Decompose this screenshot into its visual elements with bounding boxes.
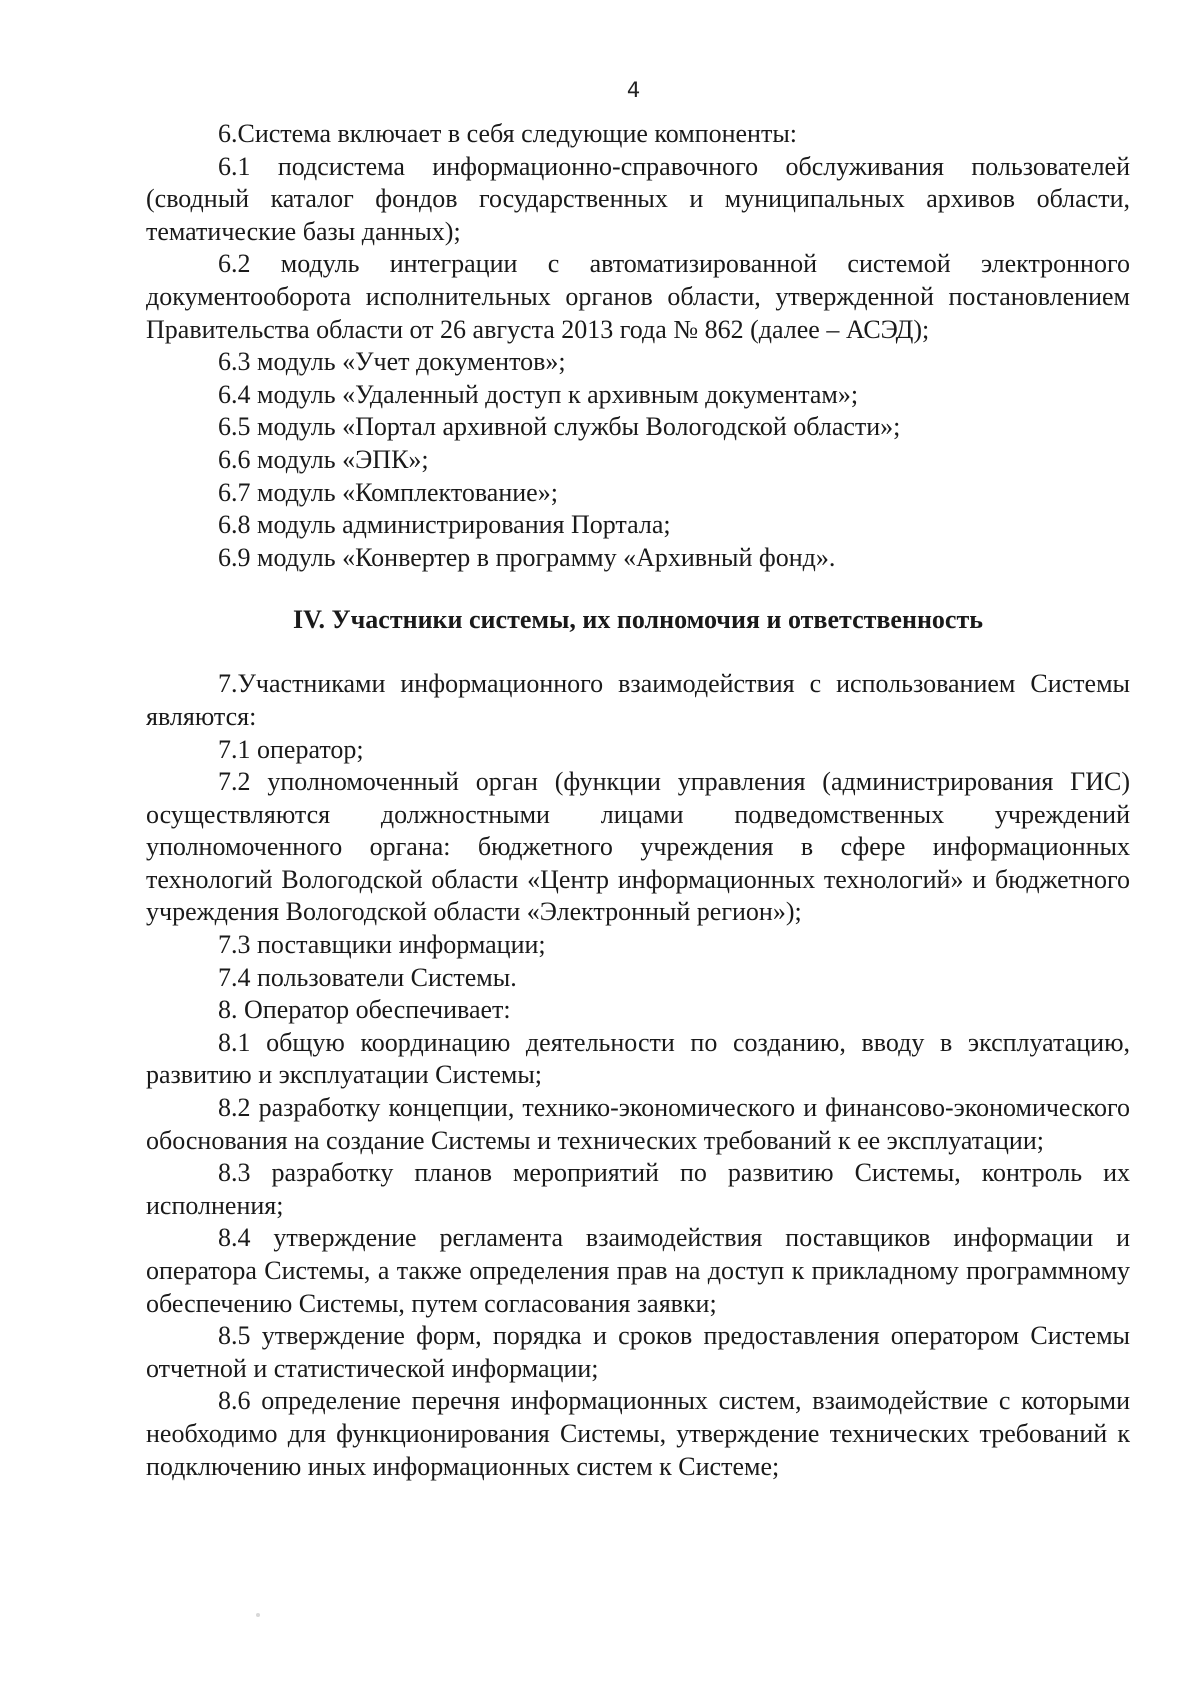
section-6-intro: 6.Система включает в себя следующие компоненты: — [218, 119, 798, 148]
page-number: 4 — [626, 78, 641, 102]
item-8-4: 8.4 утверждение регламента взаимодействия поставщиков информации и оператора Системы, а также определения прав на доступ к прикладному программному обеспечению Системы, путем согласования заявки; — [146, 1223, 1130, 1318]
item-6-8: 6.8 модуль администрирования Портала; — [218, 510, 671, 540]
item-6-4: 6.4 модуль «Удаленный доступ к архивным документам»; — [218, 379, 859, 409]
item-7-2: 7.2 уполномоченный орган (функции управления (администрирования ГИС) осуществляются должностными лицами подведомственных учреждений уполномоченного органа: бюджетного учреждения в сфере информационных технологий Вологодской области «Центр информационных технологий» и бюджетного учреждения Вологодской области «Электронный регион»); — [146, 767, 1130, 927]
section-8-intro: 8. Оператор обеспечивает: — [218, 995, 511, 1025]
item-7-3: 7.3 поставщики информации; — [218, 930, 546, 960]
item-6-2: 6.2 модуль интеграции с автоматизированной системой электронного документооборота исполнительных органов области, утвержденной постановлением Правительства области от 26 августа 2013 года № 862 (далее – АСЭД); — [146, 249, 1130, 344]
section-heading: IV. Участники системы, их полномочия и ответственность — [293, 605, 983, 635]
scan-speck — [256, 1613, 260, 1617]
item-6-6: 6.6 модуль «ЭПК»; — [218, 444, 429, 474]
item-6-1: 6.1 подсистема информационно-справочного обслуживания пользователей (сводный каталог фондов государственных и муниципальных архивов области, тематические базы данных); — [146, 151, 1130, 246]
document-body — [146, 118, 1130, 1483]
item-8-3: 8.3 разработку планов мероприятий по развитию Системы, контроль их исполнения; — [146, 1158, 1130, 1220]
item-6-5: 6.5 модуль «Портал архивной службы Вологодской области»; — [218, 412, 901, 442]
section-7-intro: 7.Участниками информационного взаимодействия с использованием Системы являются: — [146, 669, 1130, 731]
item-6-7: 6.7 модуль «Комплектование»; — [218, 477, 558, 507]
item-7-1: 7.1 оператор; — [218, 734, 364, 764]
item-6-9: 6.9 модуль «Конвертер в программу «Архивный фонд». — [218, 542, 836, 572]
item-6-3: 6.3 модуль «Учет документов»; — [218, 347, 566, 377]
item-8-6: 8.6 определение перечня информационных систем, взаимодействие с которыми необходимо для функционирования Системы, утверждение технических требований к подключению иных информационных систем к Системе; — [146, 1386, 1130, 1481]
item-7-4: 7.4 пользователи Системы. — [218, 962, 517, 992]
item-8-1: 8.1 общую координацию деятельности по созданию, вводу в эксплуатацию, развитию и эксплуатации Системы; — [146, 1027, 1130, 1090]
item-8-2: 8.2 разработку концепции, технико-экономического и финансово-экономического обоснования на создание Системы и технических требований к ее эксплуатации; — [146, 1093, 1130, 1155]
item-8-5: 8.5 утверждение форм, порядка и сроков предоставления оператором Системы отчетной и статистической информации; — [146, 1321, 1130, 1383]
